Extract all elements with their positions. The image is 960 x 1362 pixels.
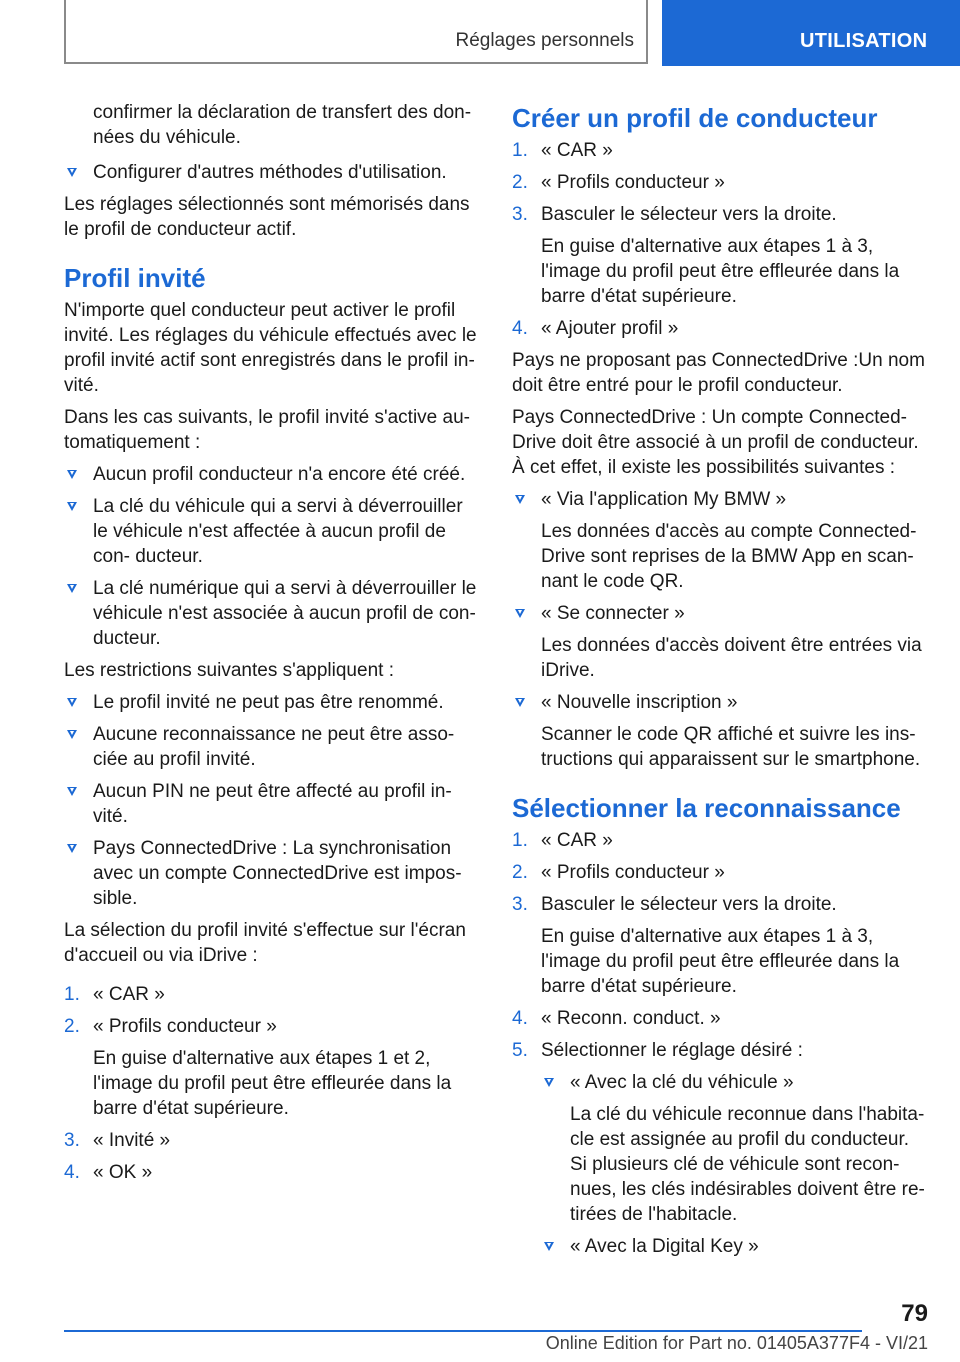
page-number: 79: [901, 1300, 928, 1327]
step-text: « CAR »: [541, 830, 613, 851]
triangle-bullet-icon: [67, 470, 77, 479]
footer-rule: [64, 1330, 862, 1332]
continued-text: confirmer la déclaration de transfert des don- nées du véhicule.: [93, 102, 472, 148]
step-text: Sélectionner le réglage désiré :: [541, 1040, 803, 1061]
triangle-bullet-icon: [67, 584, 77, 593]
step-number: 2.: [512, 862, 528, 883]
bullet-text: « Via l'application My BMW »: [541, 489, 787, 510]
chapter-title: UTILISATION: [800, 30, 928, 52]
triangle-bullet-icon: [544, 1078, 554, 1087]
step-number: 3.: [512, 204, 528, 225]
step-item: [64, 1014, 482, 1121]
bullet-item: [512, 487, 930, 594]
bullet-text: Aucun PIN ne peut être affecté au profil in- vité.: [93, 781, 452, 827]
right-column: [512, 102, 930, 1266]
bullet-item: [512, 601, 930, 683]
step-text: Basculer le sélecteur vers la droite.: [541, 894, 837, 915]
step-number: 4.: [512, 1008, 528, 1029]
triangle-bullet-icon: [67, 730, 77, 739]
triangle-bullet-icon: [67, 168, 77, 177]
left-column: [64, 100, 482, 1192]
bullet-item: [64, 836, 482, 911]
step-number: 2.: [512, 172, 528, 193]
connecteddrive-options-list: [512, 487, 930, 772]
bullet-text: « Nouvelle inscription »: [541, 692, 738, 713]
step-item: [512, 202, 930, 309]
step-text: « Profils conducteur »: [93, 1016, 277, 1037]
step-text: « Profils conducteur »: [541, 862, 725, 883]
bullet-text: Configurer d'autres méthodes d'utilisation.: [93, 162, 447, 183]
bullet-detail: La clé du véhicule reconnue dans l'habita- cle est assignée au profil du conducteur. Si plusieurs clé de véhicule sont recon- nues, les clés indésirables doivent être re- tirées de l'habitacle.: [570, 1104, 925, 1225]
triangle-bullet-icon: [67, 502, 77, 511]
create-steps-list: [512, 138, 930, 341]
page-header: [0, 0, 960, 66]
recognition-steps-list: [512, 828, 930, 1063]
step-item: [512, 170, 930, 195]
step-item: [512, 892, 930, 999]
section-title: Réglages personnels: [455, 30, 634, 51]
step-number: 1.: [512, 830, 528, 851]
step-detail: En guise d'alternative aux étapes 1 à 3, l'image du profil peut être effleurée dans la barre d'état supérieure.: [541, 236, 900, 307]
step-text: « Invité »: [93, 1130, 171, 1151]
bullet-text: Pays ConnectedDrive : La synchronisation avec un compte ConnectedDrive est impos- sible.: [93, 838, 462, 909]
paragraph-guest-intro: N'importe quel conducteur peut activer le profil invité. Les réglages du véhicule effectués avec le profil invité actif sont enregistrés dans le profil in- vité.: [64, 300, 477, 396]
step-item: [512, 828, 930, 853]
bullet-item: [64, 722, 482, 772]
heading-select-recognition: Sélectionner la reconnaissance: [512, 793, 901, 823]
continued-item: [64, 100, 482, 150]
bullet-item: [64, 779, 482, 829]
bullet-text: Le profil invité ne peut pas être renommé.: [93, 692, 444, 713]
bullet-item: [64, 160, 482, 185]
bullet-item: [64, 690, 482, 715]
restrictions-list: [64, 690, 482, 911]
triangle-bullet-icon: [67, 844, 77, 853]
paragraph-non-connecteddrive: Pays ne proposant pas ConnectedDrive :Un nom doit être entré pour le profil conducteur.: [512, 350, 925, 396]
guest-steps-list: [64, 982, 482, 1185]
bullet-text: « Avec la clé du véhicule »: [570, 1072, 794, 1093]
paragraph-connecteddrive: Pays ConnectedDrive : Un compte Connected- Drive doit être associé à un profil de conducteur. À cet effet, il existe les possibilités suivantes :: [512, 407, 919, 478]
step-number: 3.: [64, 1130, 80, 1151]
bullet-detail: Les données d'accès au compte Connected- Drive sont reprises de la BMW App en scan- nant le code QR.: [541, 521, 917, 592]
auto-cases-list: [64, 462, 482, 651]
step-item: [512, 1038, 930, 1063]
chapter-tab: [662, 0, 960, 66]
triangle-bullet-icon: [67, 787, 77, 796]
bullet-text: La clé du véhicule qui a servi à déverrouiller le véhicule n'est affectée à aucun profil de con- ducteur.: [93, 496, 463, 567]
bullet-text: Aucune reconnaissance ne peut être asso- ciée au profil invité.: [93, 724, 455, 770]
triangle-bullet-icon: [544, 1242, 554, 1251]
bullet-item: [512, 690, 930, 772]
step-detail: En guise d'alternative aux étapes 1 à 3, l'image du profil peut être effleurée dans la barre d'état supérieure.: [541, 926, 900, 997]
step-number: 3.: [512, 894, 528, 915]
bullet-detail: Scanner le code QR affiché et suivre les ins- tructions qui apparaissent sur le smartphone.: [541, 724, 921, 770]
paragraph-guest-auto: Dans les cas suivants, le profil invité s'active au- tomatiquement :: [64, 407, 470, 453]
step-text: « OK »: [93, 1162, 153, 1183]
page-footer: [0, 1300, 960, 1362]
paragraph-saved: Les réglages sélectionnés sont mémorisés dans le profil de conducteur actif.: [64, 194, 470, 240]
step-text: « Reconn. conduct. »: [541, 1008, 721, 1029]
step-item: [512, 316, 930, 341]
bullet-text: « Se connecter »: [541, 603, 685, 624]
recognition-options-list: [512, 1070, 930, 1259]
triangle-bullet-icon: [67, 698, 77, 707]
step-text: « Ajouter profil »: [541, 318, 679, 339]
step-detail: En guise d'alternative aux étapes 1 et 2, l'image du profil peut être effleurée dans la barre d'état supérieure.: [93, 1048, 452, 1119]
step-item: [512, 1006, 930, 1031]
step-item: [64, 1160, 482, 1185]
bullet-detail: Les données d'accès doivent être entrées via iDrive.: [541, 635, 922, 681]
step-item: [64, 1128, 482, 1153]
step-text: « Profils conducteur »: [541, 172, 725, 193]
step-text: Basculer le sélecteur vers la droite.: [541, 204, 837, 225]
bullet-item: [64, 494, 482, 569]
step-number: 1.: [64, 984, 80, 1005]
step-number: 1.: [512, 140, 528, 161]
bullet-item: [64, 576, 482, 651]
step-item: [512, 860, 930, 885]
heading-create-profile: Créer un profil de conducteur: [512, 103, 878, 133]
triangle-bullet-icon: [515, 495, 525, 504]
bullet-item: [541, 1070, 930, 1227]
step-number: 4.: [64, 1162, 80, 1183]
step-text: « CAR »: [93, 984, 165, 1005]
bullet-text: Aucun profil conducteur n'a encore été créé.: [93, 464, 466, 485]
step-number: 4.: [512, 318, 528, 339]
step-number: 5.: [512, 1040, 528, 1061]
section-header-box: [64, 0, 648, 64]
heading-guest-profile: Profil invité: [64, 263, 206, 293]
bullet-item: [541, 1234, 930, 1259]
bullet-item: [64, 462, 482, 487]
bullet-text: La clé numérique qui a servi à déverrouiller le véhicule n'est associée à aucun profil de con- ducteur.: [93, 578, 477, 649]
triangle-bullet-icon: [515, 698, 525, 707]
paragraph-selection: La sélection du profil invité s'effectue sur l'écran d'accueil ou via iDrive :: [64, 920, 466, 966]
step-number: 2.: [64, 1016, 80, 1037]
paragraph-restrictions: Les restrictions suivantes s'appliquent :: [64, 660, 394, 681]
step-item: [512, 138, 930, 163]
step-item: [64, 982, 482, 1007]
step-text: « CAR »: [541, 140, 613, 161]
bullet-text: « Avec la Digital Key »: [570, 1236, 759, 1257]
edition-note: Online Edition for Part no. 01405A377F4 - VI/21: [545, 1333, 928, 1353]
triangle-bullet-icon: [515, 609, 525, 618]
